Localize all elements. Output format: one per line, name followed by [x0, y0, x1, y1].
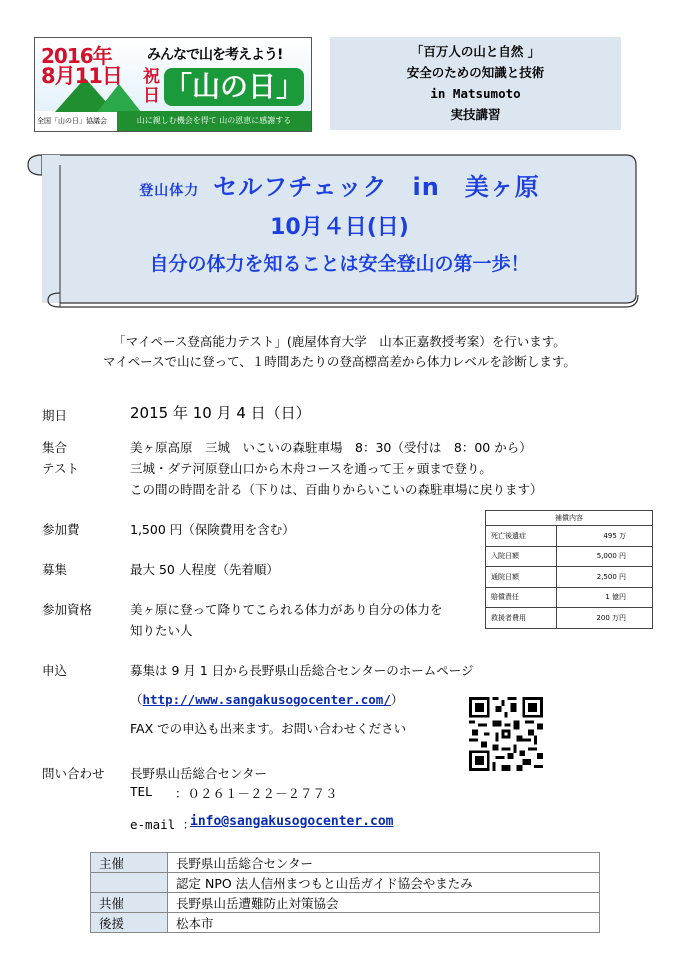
comp-amount: 5,000 円 [557, 546, 653, 567]
logo-name: 「山の日」 [164, 68, 304, 106]
sponsor-table [90, 852, 600, 933]
qualification-label: 参加資格 [42, 602, 93, 617]
comp-item: 救援者費用 [486, 608, 557, 629]
test-value-2: この間の時間を計る（下りは、百曲りからいこいの森駐車場に戻ります） [130, 482, 543, 497]
cohost-label: 共催 [91, 893, 168, 913]
banner-title-text: セルフチェック in 美ヶ原 [213, 173, 540, 201]
banner-tagline: 自分の体力を知ることは安全登山の第一歩！ [149, 253, 530, 275]
apply-fax: FAX での申込も出来ます。お問い合わせください [130, 721, 407, 736]
table-row [486, 567, 653, 588]
date-value: 2015 年 10 月 4 日（日） [130, 404, 311, 422]
comp-item: 通院日額 [486, 567, 557, 588]
apply-url-close: ） [390, 692, 404, 707]
host-value-1: 長野県山岳総合センター [168, 853, 600, 873]
recruit-label: 募集 [42, 562, 68, 577]
tel-label: TEL [130, 784, 153, 799]
table-row [486, 587, 653, 608]
date-label: 期日 [42, 408, 68, 423]
table-row [486, 526, 653, 547]
intro-line-2: マイペースで山に登って、１時間あたりの登高標高差から体力レベルを診断します。 [103, 354, 576, 369]
meet-label: 集合 [42, 440, 68, 455]
table-row [91, 913, 600, 933]
table-row [91, 893, 600, 913]
qualification-value-2: 知りたい人 [130, 623, 193, 638]
test-value-1: 三城・ダテ河原登山口から木舟コースを通って王ヶ頭まで登り。 [130, 461, 492, 476]
fee-label: 参加費 [42, 522, 80, 537]
apply-url-link[interactable]: http://www.sangakusogocenter.com/ [142, 692, 391, 707]
comp-amount: 200 万円 [557, 608, 653, 629]
table-row [486, 546, 653, 567]
comp-item: 入院日額 [486, 546, 557, 567]
meet-value: 美ヶ原高原 三城 いこいの森駐車場 8：30（受付は 8：00 から） [130, 440, 532, 455]
tel-value: ：０２６１－２２－２７７３ [175, 786, 338, 801]
test-label: テスト [42, 461, 80, 476]
compensation-table [485, 510, 653, 629]
yamanohi-logo [34, 37, 312, 132]
logo-year: 2016年 [41, 44, 112, 68]
apply-url-line [130, 690, 403, 708]
host-label: 主催 [91, 853, 168, 873]
table-row [91, 873, 600, 893]
recruit-value: 最大 50 人程度（先着順） [130, 562, 279, 577]
comp-amount: 1 億円 [557, 587, 653, 608]
header-line-1: 「百万人の山と自然 」 [410, 44, 541, 59]
fee-value: 1,500 円（保険費用を含む） [130, 522, 295, 537]
contact-org: 長野県山岳総合センター [130, 766, 268, 781]
logo-shukujitsu: 祝日 [143, 67, 160, 106]
comp-amount: 495 万 [557, 526, 653, 547]
logo-stripe: 山に親しむ機会を得て 山の恩恵に感謝する [117, 111, 311, 131]
banner-subtitle-small: 登山体力 [139, 183, 200, 199]
qr-code-icon[interactable] [469, 697, 543, 771]
apply-label: 申込 [42, 663, 68, 678]
apply-value-1: 募集は 9 月 1 日から長野県山岳総合センターのホームページ [130, 663, 474, 678]
logo-association: 全国「山の日」協議会 [37, 117, 107, 125]
cohost-value: 長野県山岳遭難防止対策協会 [168, 893, 600, 913]
email-label: e-mail ： [130, 817, 196, 832]
contact-label: 問い合わせ [42, 766, 105, 781]
email-link[interactable]: info@sangakusogocenter.com [190, 814, 394, 829]
banner-date: 10月４日(日) [270, 215, 409, 240]
logo-date: 8月11日 [41, 64, 122, 88]
table-row [91, 853, 600, 873]
intro-line-1: 「マイペース登高能力テスト」(鹿屋体育大学 山本正嘉教授考案）を行います。 [113, 334, 566, 349]
table-row [486, 608, 653, 629]
host-value-2: 認定 NPO 法人信州まつもと山岳ガイド協会やまたみ [168, 873, 600, 893]
header-info-box [330, 37, 621, 130]
support-label: 後援 [91, 913, 168, 933]
support-value: 松本市 [168, 913, 600, 933]
header-line-2: 安全のための知識と技術 [406, 65, 545, 80]
banner-title [0, 167, 679, 202]
comp-item: 死亡後遺症 [486, 526, 557, 547]
logo-slogan: みんなで山を考えよう! [147, 47, 283, 63]
comp-item: 賠償責任 [486, 587, 557, 608]
header-line-4: 実技講習 [450, 107, 501, 122]
compensation-header: 補償内容 [486, 511, 653, 526]
apply-url-open: （ [130, 692, 143, 707]
header-line-3: in Matsumoto [430, 86, 521, 101]
qualification-value-1: 美ヶ原に登って降りてこられる体力があり自分の体力を [130, 602, 443, 617]
comp-amount: 2,500 円 [557, 567, 653, 588]
